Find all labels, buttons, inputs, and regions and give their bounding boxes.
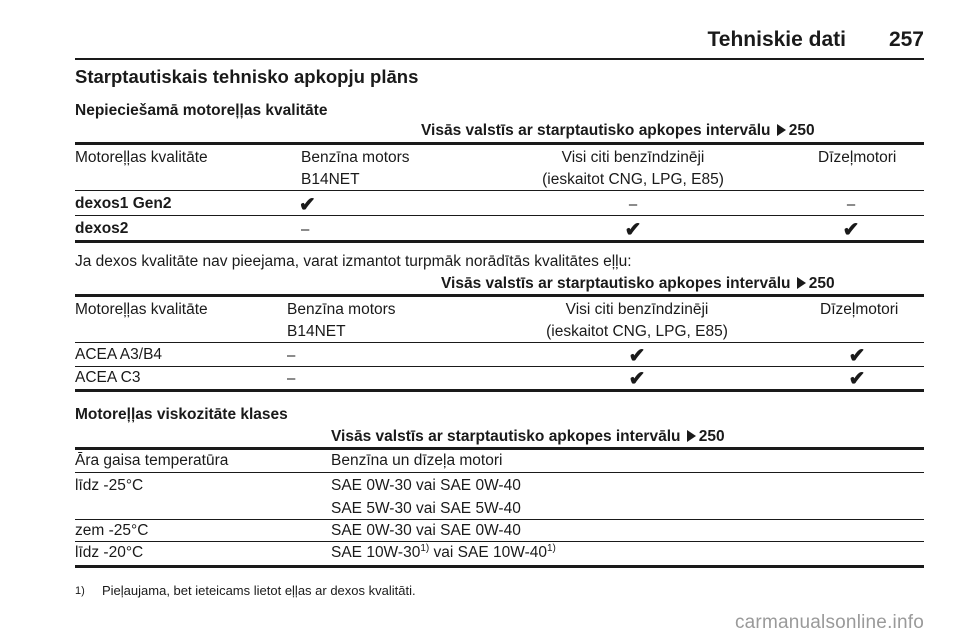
viscosity-grade: SAE 10W-30 (331, 544, 421, 561)
table1-cell-dash: – (301, 221, 310, 238)
table1-caption (421, 122, 815, 140)
table1-row-label: dexos2 (75, 220, 129, 237)
page-ref-arrow-icon (687, 430, 696, 442)
table1-cell-dash: – (628, 196, 638, 213)
table3-caption-ref[interactable]: 250 (698, 428, 725, 445)
footnote-marker: 1) (75, 585, 85, 597)
paragraph-alternative-oils: Ja dexos kvalitāte nav pieejama, varat izmantot turpmāk norādītās kvalitātes eļļu: (75, 253, 632, 270)
table3-row-temp: līdz -25°C (75, 477, 144, 494)
table1-col-other-petrol: Visi citi benzīndzinēji (561, 149, 705, 166)
subsection-title-viscosity: Motoreļļas viskozitāte klases (75, 406, 288, 423)
table3-row-temp: zem -25°C (75, 522, 149, 539)
table2-col-other-petrol-note: (ieskaitot CNG, LPG, E85) (546, 323, 728, 340)
table1-bottom-rule (75, 240, 924, 243)
page-number: 257 (888, 28, 924, 51)
viscosity-grade: vai SAE 10W-40 (429, 544, 547, 561)
table2-caption (441, 275, 835, 293)
check-icon: ✔ (842, 219, 860, 241)
subsection-title-quality: Nepieciešamā motoreļļas kvalitāte (75, 102, 328, 119)
table3-row-viscosity: SAE 0W-30 vai SAE 0W-40 (331, 522, 521, 539)
table1-row-rule (75, 215, 924, 216)
table2-col-petrol-engine: B14NET (287, 323, 346, 340)
footnote-text: Pieļaujama, bet ieteicams lietot eļļas ar dexos kvalitāti. (102, 583, 416, 598)
check-icon: ✔ (299, 194, 316, 216)
table3-row-rule (75, 519, 924, 520)
table3-row-viscosity (331, 544, 556, 562)
table2-row-label: ACEA C3 (75, 369, 141, 386)
table2-col-diesel: Dīzeļmotori (820, 301, 899, 318)
table1-col-quality: Motoreļļas kvalitāte (75, 149, 208, 166)
table2-row-label: ACEA A3/B4 (75, 346, 163, 363)
table2-cell-dash: – (287, 347, 296, 364)
table1-col-petrol-engine: B14NET (301, 171, 360, 188)
table2-bottom-rule (75, 389, 924, 392)
check-icon: ✔ (848, 345, 866, 367)
table3-col-temperature: Āra gaisa temperatūra (75, 452, 229, 469)
page-header (0, 28, 960, 56)
header-title: Tehniskie dati (707, 28, 846, 51)
table1-row-label: dexos1 Gen2 (75, 195, 172, 212)
table2-col-other-petrol: Visi citi benzīndzinēji (565, 301, 709, 318)
table1-caption-ref[interactable]: 250 (788, 122, 815, 139)
table1-col-diesel: Dīzeļmotori (818, 149, 897, 166)
table2-cell-dash: – (287, 370, 296, 387)
table1-col-petrol: Benzīna motors (301, 149, 410, 166)
table1-col-other-petrol-note: (ieskaitot CNG, LPG, E85) (542, 171, 724, 188)
section-title: Starptautiskais tehnisko apkopju plāns (75, 66, 419, 87)
check-icon: ✔ (628, 368, 646, 390)
table3-header-rule (75, 472, 924, 473)
table3-row-viscosity: SAE 0W-30 vai SAE 0W-40 (331, 477, 521, 494)
page-ref-arrow-icon (777, 124, 786, 136)
table2-top-rule (75, 294, 924, 297)
header-rule (75, 58, 924, 60)
table2-col-quality: Motoreļļas kvalitāte (75, 301, 208, 318)
check-icon: ✔ (628, 345, 646, 367)
check-icon: ✔ (624, 219, 642, 241)
table1-top-rule (75, 142, 924, 145)
table2-row-rule (75, 366, 924, 367)
table3-caption-text: Visās valstīs ar starptautisko apkopes intervālu (331, 428, 681, 445)
check-icon: ✔ (848, 368, 866, 390)
table2-caption-ref[interactable]: 250 (808, 275, 835, 292)
table3-row-rule (75, 541, 924, 542)
page-ref-arrow-icon (797, 277, 806, 289)
table2-caption-text: Visās valstīs ar starptautisko apkopes intervālu (441, 275, 791, 292)
footnote-ref: 1) (420, 543, 430, 554)
table3-row-viscosity: SAE 5W-30 vai SAE 5W-40 (331, 500, 521, 517)
table3-top-rule (75, 447, 924, 450)
table2-header-rule (75, 342, 924, 343)
table3-caption (331, 428, 725, 446)
table1-header-rule (75, 190, 924, 191)
table3-row-temp: līdz -20°C (75, 544, 144, 561)
footnote-ref: 1) (546, 543, 556, 554)
watermark: carmanualsonline.info (734, 612, 924, 633)
table3-bottom-rule (75, 565, 924, 568)
table1-caption-text: Visās valstīs ar starptautisko apkopes intervālu (421, 122, 771, 139)
table3-col-engines: Benzīna un dīzeļa motori (331, 452, 503, 469)
table2-col-petrol: Benzīna motors (287, 301, 396, 318)
table1-cell-dash: – (846, 196, 856, 213)
